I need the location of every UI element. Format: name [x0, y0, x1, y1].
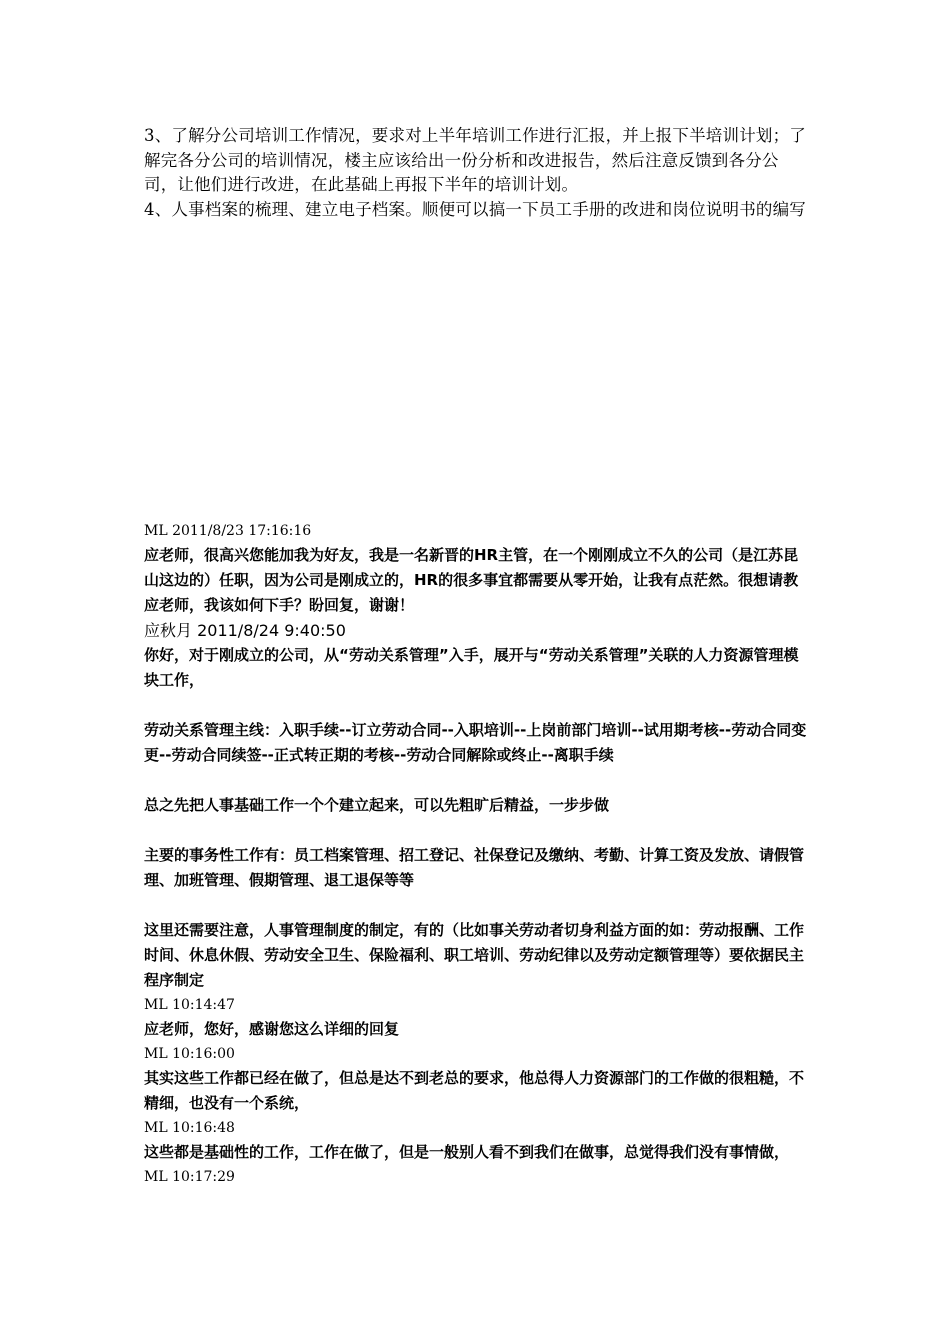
- message-text: 总之先把人事基础工作一个个建立起来，可以先粗旷后精益，一步步做: [144, 796, 610, 814]
- paragraph-gap: [144, 693, 808, 718]
- chat-log: [144, 519, 808, 1189]
- message-text: 这些都是基础性的工作，工作在做了，但是一般别人看不到我们在做事，总觉得我们没有事情做，: [144, 1143, 790, 1161]
- message-timestamp: ML 10:16:00: [144, 1046, 235, 1062]
- message-text: 主要的事务性工作有：员工档案管理、招工登记、社保登记及缴纳、考勤、计算工资及发放、请假管理、加班管理、假期管理、退工退保等等: [144, 846, 805, 889]
- message-text: 应老师，您好，感谢您这么详细的回复: [144, 1020, 400, 1038]
- message-text: 劳动关系管理主线：入职手续--订立劳动合同--入职培训--上岗前部门培训--试用期考核--劳动合同变更--劳动合同续签--正式转正期的考核--劳动合同解除或终止--离职手续: [144, 721, 807, 764]
- paragraph-gap: [144, 818, 808, 843]
- intro-item-4: 4、人事档案的梳理、建立电子档案。顺便可以搞一下员工手册的改进和岗位说明书的编写: [144, 199, 806, 219]
- intro-section: [144, 124, 808, 222]
- paragraph-gap: [144, 893, 808, 918]
- intro-item-3: 3、了解分公司培训工作情况，要求对上半年培训工作进行汇报，并上报下半培训计划；了解完各分公司的培训情况，楼主应该给出一份分析和改进报告，然后注意反馈到各分公司，让他们进行改进，在此基础上再报下半年的培训计划。: [144, 126, 806, 194]
- message-timestamp: ML 10:16:48: [144, 1120, 235, 1136]
- paragraph-gap: [144, 768, 808, 793]
- message-timestamp: ML 10:17:29: [144, 1169, 235, 1185]
- message-text: 应老师，很高兴您能加我为好友，我是一名新晋的HR主管，在一个刚刚成立不久的公司（是江苏昆山这边的）任职，因为公司是刚成立的，HR的很多事宜都需要从零开始，让我有点茫然。很想请教应老师，我该如何下手？盼回复，谢谢！: [144, 546, 799, 614]
- message-text: 你好，对于刚成立的公司，从“劳动关系管理”入手，展开与“劳动关系管理”关联的人力资源管理模块工作，: [144, 646, 799, 689]
- message-timestamp: ML 2011/8/23 17:16:16: [144, 523, 312, 539]
- message-timestamp: 应秋月 2011/8/24 9:40:50: [144, 621, 346, 640]
- message-text: 这里还需要注意，人事管理制度的制定，有的（比如事关劳动者切身利益方面的如：劳动报酬、工作时间、休息休假、劳动安全卫生、保险福利、职工培训、劳动纪律以及劳动定额管理等）要依据民主程序制定: [144, 921, 805, 989]
- message-timestamp: ML 10:14:47: [144, 997, 235, 1013]
- message-text: 其实这些工作都已经在做了，但总是达不到老总的要求，他总得人力资源部门的工作做的很粗糙，不精细，也没有一个系统，: [144, 1069, 805, 1112]
